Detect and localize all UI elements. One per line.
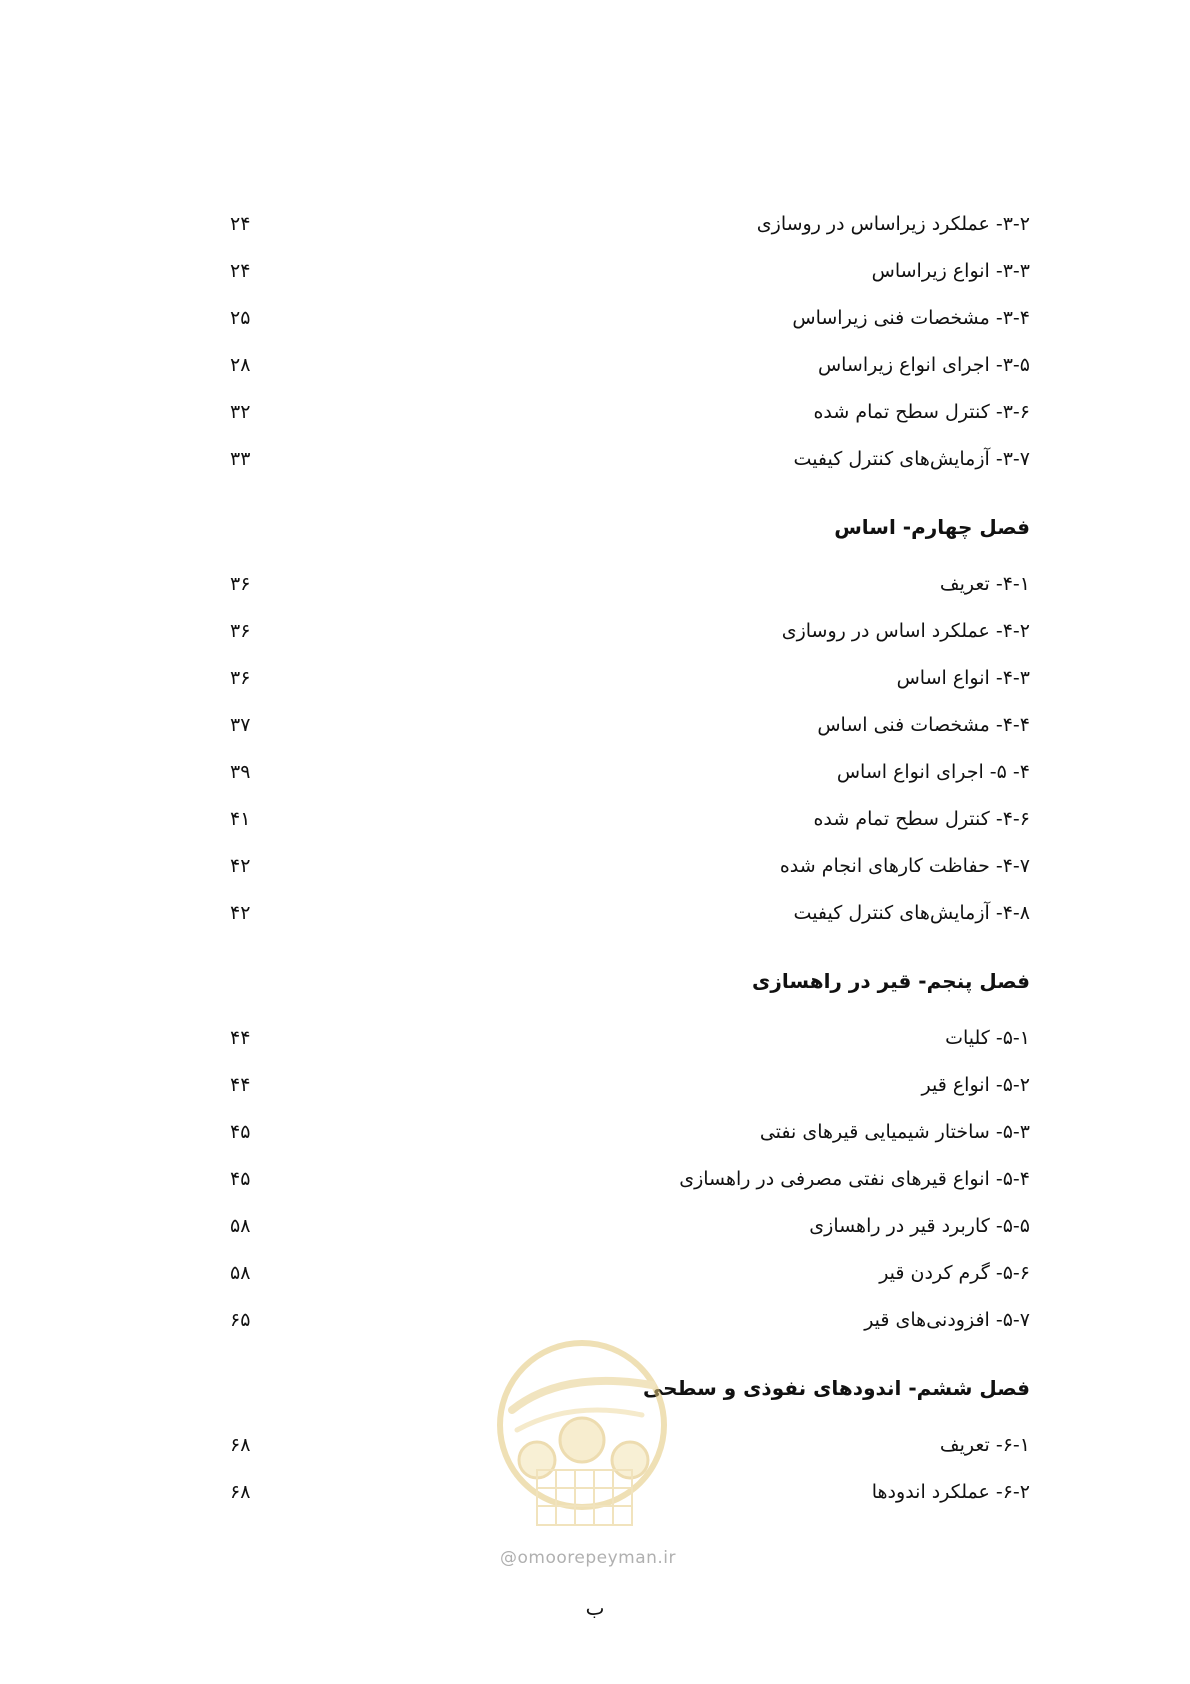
toc-entry-title: ۵-۴- انواع قیرهای نفتی مصرفی در راهسازی <box>679 1168 1030 1190</box>
toc-entry-title: ۳-۴- مشخصات فنی زیراساس <box>792 307 1030 329</box>
chapter-title: فصل ششم- اندودهای نفوذی و سطحی <box>642 1376 1030 1400</box>
table-of-contents <box>230 210 1030 1525</box>
toc-entry <box>230 445 1030 492</box>
omoorepeyman-logo-icon <box>492 1330 672 1580</box>
toc-entry-title: ۴-۸- آزمایش‌های کنترل کیفیت <box>793 902 1030 924</box>
toc-entry-title: ۴-۷- حفاظت کارهای انجام شده <box>779 855 1030 877</box>
toc-entry <box>230 664 1030 711</box>
chapter-heading <box>230 515 1030 542</box>
toc-entry <box>230 899 1030 946</box>
toc-entry-page: ۲۵ <box>230 307 251 329</box>
toc-entry-page: ۶۸ <box>230 1434 251 1456</box>
toc-entry-page: ۶۵ <box>230 1309 251 1331</box>
toc-entry <box>230 617 1030 664</box>
toc-entry-page: ۳۲ <box>230 401 251 423</box>
toc-entry <box>230 210 1030 257</box>
watermark-text: @omoorepeyman.ir <box>500 1548 677 1568</box>
toc-entry-page: ۳۳ <box>230 448 251 470</box>
toc-entry-page: ۴۲ <box>230 855 251 877</box>
toc-entry-page: ۵۸ <box>230 1215 251 1237</box>
toc-entry-title: ۳-۶- کنترل سطح تمام شده <box>813 401 1030 423</box>
toc-entry-page: ۲۴ <box>230 260 251 282</box>
toc-entry-page: ۶۸ <box>230 1481 251 1503</box>
chapter-heading <box>230 969 1030 996</box>
toc-entry-title: ۴-۲- عملکرد اساس در روسازی <box>781 620 1030 642</box>
toc-entry-title: ۵-۷- افزودنی‌های قیر <box>864 1309 1030 1331</box>
toc-entry-page: ۳۹ <box>230 761 251 783</box>
toc-entry <box>230 1165 1030 1212</box>
toc-entry-title: ۴-۶- کنترل سطح تمام شده <box>813 808 1030 830</box>
chapter-title: فصل چهارم- اساس <box>834 515 1030 539</box>
toc-entry-title: ۳-۲- عملکرد زیراساس در روسازی <box>756 213 1030 235</box>
toc-entry-title: ۶-۱- تعریف <box>939 1434 1030 1456</box>
toc-entry-title: ۴-۳- انواع اساس <box>896 667 1030 689</box>
page-number: ب <box>585 1596 605 1620</box>
chapter-title: فصل پنجم- قیر در راهسازی <box>752 969 1030 993</box>
toc-entry-page: ۲۴ <box>230 213 251 235</box>
toc-entry-page: ۳۶ <box>230 573 251 595</box>
toc-entry-page: ۴۴ <box>230 1074 251 1096</box>
toc-entry-title: ۶-۲- عملکرد اندودها <box>871 1481 1030 1503</box>
toc-entry <box>230 570 1030 617</box>
toc-entry <box>230 398 1030 445</box>
toc-entry <box>230 1212 1030 1259</box>
toc-entry-page: ۳۷ <box>230 714 251 736</box>
toc-entry-page: ۳۶ <box>230 667 251 689</box>
toc-entry-title: ۵-۲- انواع قیر <box>921 1074 1030 1096</box>
toc-entry <box>230 758 1030 805</box>
toc-entry <box>230 711 1030 758</box>
toc-entry-title: ۳-۷- آزمایش‌های کنترل کیفیت <box>793 448 1030 470</box>
toc-entry-title: ۳-۳- انواع زیراساس <box>871 260 1030 282</box>
toc-entry <box>230 1024 1030 1071</box>
toc-entry-title: ۳-۵- اجرای انواع زیراساس <box>817 354 1030 376</box>
toc-entry <box>230 1071 1030 1118</box>
toc-entry <box>230 304 1030 351</box>
toc-entry-page: ۴۴ <box>230 1027 251 1049</box>
toc-entry <box>230 805 1030 852</box>
toc-entry-title: ۵-۵- کاربرد قیر در راهسازی <box>809 1215 1030 1237</box>
toc-entry-title: ۴-۱- تعریف <box>939 573 1030 595</box>
toc-entry-title: ۵-۶- گرم کردن قیر <box>879 1262 1030 1284</box>
toc-entry-page: ۴۵ <box>230 1121 251 1143</box>
toc-entry-page: ۲۸ <box>230 354 251 376</box>
toc-entry-page: ۵۸ <box>230 1262 251 1284</box>
toc-entry-page: ۴۱ <box>230 808 251 830</box>
toc-entry <box>230 1259 1030 1306</box>
toc-entry-title: ۵-۳- ساختار شیمیایی قیرهای نفتی <box>759 1121 1030 1143</box>
toc-entry-page: ۴۵ <box>230 1168 251 1190</box>
toc-entry <box>230 852 1030 899</box>
toc-entry-title: ۴- ۵- اجرای انواع اساس <box>836 761 1030 783</box>
toc-entry <box>230 351 1030 398</box>
toc-entry-page: ۳۶ <box>230 620 251 642</box>
toc-entry <box>230 1118 1030 1165</box>
toc-entry <box>230 257 1030 304</box>
toc-entry-page: ۴۲ <box>230 902 251 924</box>
toc-entry-title: ۵-۱- کلیات <box>945 1027 1030 1049</box>
toc-entry-title: ۴-۴- مشخصات فنی اساس <box>817 714 1030 736</box>
